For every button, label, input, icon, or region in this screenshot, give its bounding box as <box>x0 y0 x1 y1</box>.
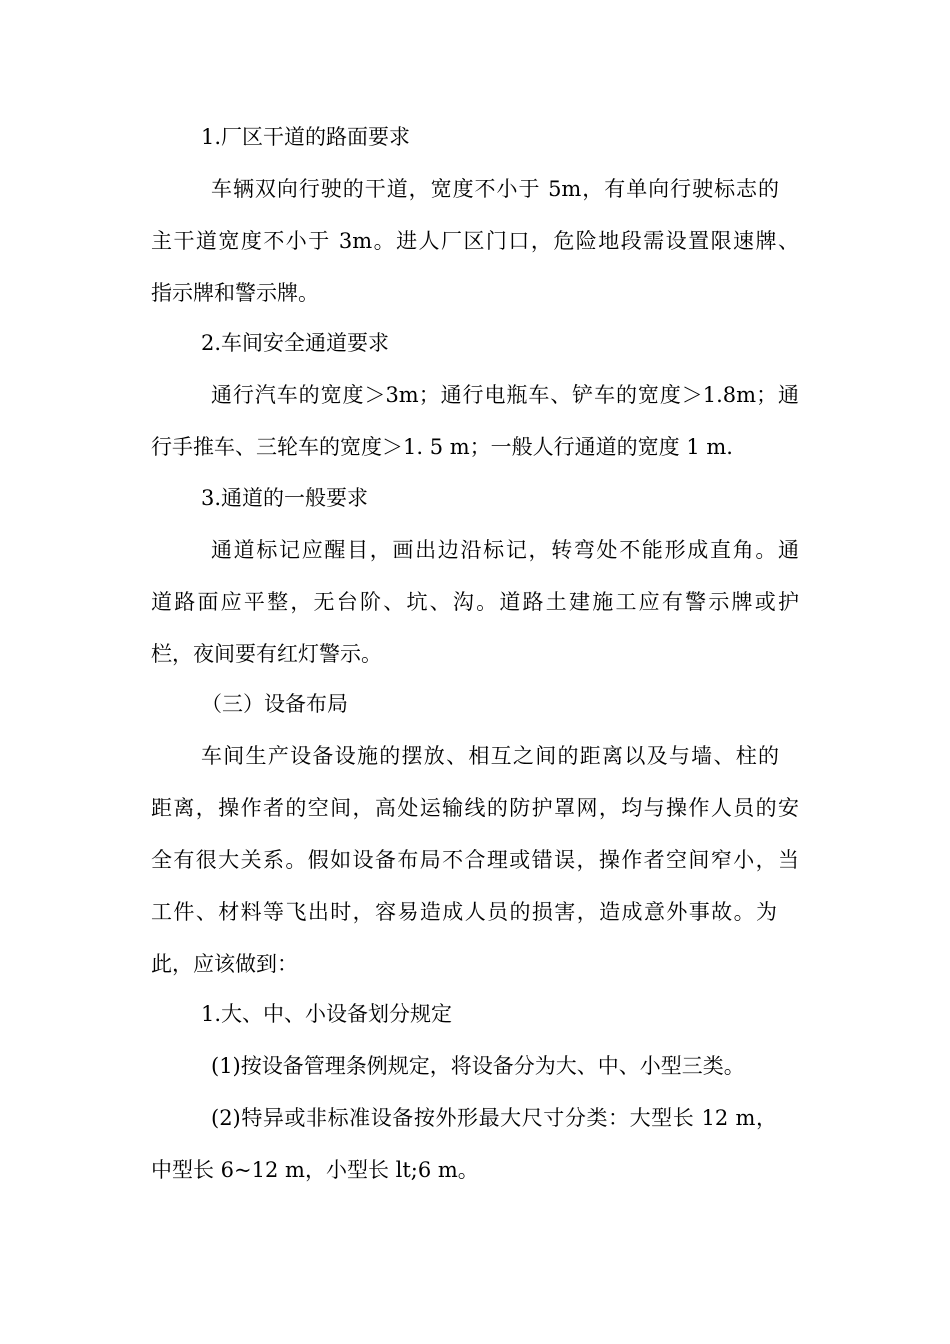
paragraph-equipment-layout-line-3: 全有很大关系。假如设备布局不合理或错误，操作者空间窄小，当 <box>151 848 799 872</box>
paragraph-general-passage-line-3: 栏，夜间要有红灯警示。 <box>151 642 382 666</box>
paragraph-classification-item-1: (1)按设备管理条例规定，将设备分为大、中、小型三类。 <box>211 1054 745 1078</box>
paragraph-equipment-layout-line-4: 工件、材料等飞出时，容易造成人员的损害，造成意外事故。为 <box>151 900 777 924</box>
paragraph-general-passage-line-2: 道路面应平整，无台阶、坑、沟。道路土建施工应有警示牌或护 <box>151 590 799 614</box>
heading-workshop-passage-requirements: 2.车间安全通道要求 <box>201 331 390 355</box>
heading-equipment-size-classification: 1.大、中、小设备划分规定 <box>201 1002 453 1026</box>
paragraph-workshop-passage-line-2: 行手推车、三轮车的宽度＞1. 5 m；一般人行通道的宽度 1 m. <box>151 435 733 459</box>
paragraph-equipment-layout-line-2: 距离，操作者的空间，高处运输线的防护罩网，均与操作人员的安 <box>151 796 799 820</box>
paragraph-equipment-layout-line-1: 车间生产设备设施的摆放、相互之间的距离以及与墙、柱的 <box>201 744 779 768</box>
heading-equipment-layout: （三）设备布局 <box>201 692 348 716</box>
heading-main-road-requirements: 1.厂区干道的路面要求 <box>201 125 411 149</box>
paragraph-general-passage-line-1: 通道标记应醒目，画出边沿标记，转弯处不能形成直角。通 <box>211 538 799 562</box>
paragraph-classification-item-2-line-1: (2)特异或非标准设备按外形最大尺寸分类：大型长 12 m， <box>211 1106 777 1130</box>
paragraph-equipment-layout-line-5: 此，应该做到： <box>151 952 298 976</box>
heading-general-passage-requirements: 3.通道的一般要求 <box>201 486 369 510</box>
paragraph-main-road-line-3: 指示牌和警示牌。 <box>151 281 319 305</box>
paragraph-main-road-line-1: 车辆双向行驶的干道，宽度不小于 5m，有单向行驶标志的 <box>211 177 779 201</box>
paragraph-main-road-line-2: 主干道宽度不小于 3m。进人厂区门口，危险地段需设置限速牌、 <box>151 229 799 253</box>
paragraph-workshop-passage-line-1: 通行汽车的宽度＞3m；通行电瓶车、铲车的宽度＞1.8m；通 <box>211 383 799 407</box>
paragraph-classification-item-2-line-2: 中型长 6~12 m，小型长 lt;6 m。 <box>151 1158 479 1182</box>
